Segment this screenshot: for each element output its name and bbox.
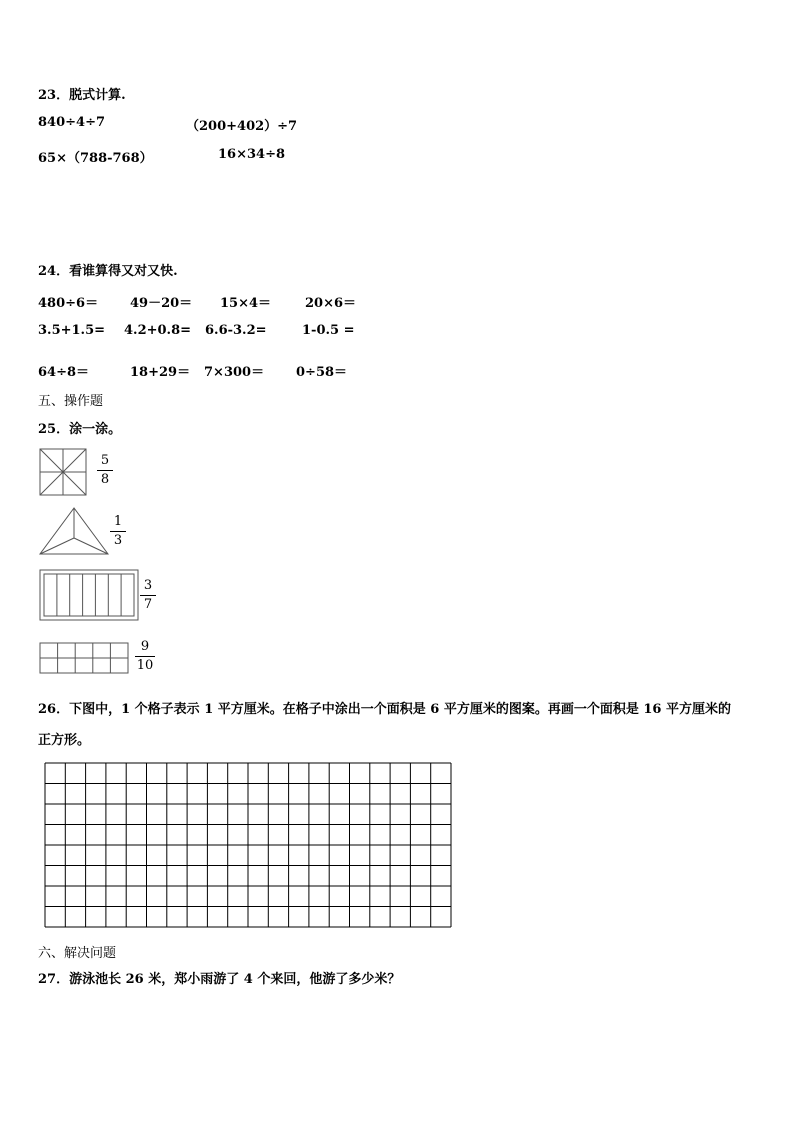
grid-tenths-shape	[38, 641, 132, 675]
section5-title: 五、操作题	[38, 394, 104, 409]
fraction-denominator: 8	[100, 472, 110, 487]
q24-heading: 24．看谁算得又对又快.	[38, 264, 178, 279]
square-eighths-shape	[38, 447, 88, 497]
section6-title: 六、解决问题	[38, 946, 117, 961]
triangle-thirds-shape	[38, 505, 110, 557]
rectangle-sevenths-shape	[38, 568, 142, 622]
q25-heading: 25．涂一涂。	[38, 422, 122, 437]
q24-row1-a: 480÷6＝	[38, 296, 99, 311]
q24-row2-b: 4.2+0.8=	[124, 323, 192, 338]
q24-row1-d: 20×6＝	[305, 296, 357, 311]
q24-row3-d: 0÷58＝	[296, 365, 348, 380]
q23-item-2: （200+402）÷7	[186, 119, 298, 134]
fraction-9-10	[135, 639, 155, 674]
q24-row1-b: 49－20＝	[130, 296, 193, 311]
q24-row3-c: 7×300＝	[204, 365, 265, 380]
q23-heading: 23．脱式计算.	[38, 88, 126, 103]
fraction-numerator: 5	[100, 453, 110, 468]
fraction-3-7	[140, 578, 156, 613]
q24-row3-a: 64÷8＝	[38, 365, 90, 380]
fraction-1-3	[110, 514, 126, 549]
q23-item-1: 840÷4÷7	[38, 115, 106, 130]
q23-item-4: 16×34÷8	[218, 147, 286, 162]
q26-text-line2: 正方形。	[38, 733, 91, 748]
q24-row2-a: 3.5+1.5=	[38, 323, 106, 338]
q26-text-line1: 26．下图中，1 个格子表示 1 平方厘米。在格子中涂出一个面积是 6 平方厘米的图案。再画一个面积是 16 平方厘米的	[38, 702, 731, 717]
fraction-numerator: 9	[140, 639, 150, 654]
q24-row3-b: 18+29＝	[130, 365, 191, 380]
q27-text: 27．游泳池长 26 米，郑小雨游了 4 个来回，他游了多少米？	[38, 972, 401, 987]
square-cm-grid[interactable]	[44, 762, 454, 930]
fraction-denominator: 10	[136, 658, 154, 673]
fraction-numerator: 1	[113, 514, 123, 529]
grid-lines	[45, 763, 451, 927]
q24-row1-c: 15×4＝	[220, 296, 272, 311]
fraction-numerator: 3	[143, 578, 153, 593]
q23-item-3: 65×（788-768）	[38, 151, 153, 166]
q24-row2-d: 1-0.5 =	[302, 323, 355, 338]
fraction-denominator: 7	[143, 597, 153, 612]
fraction-denominator: 3	[113, 533, 123, 548]
fraction-5-8	[97, 453, 113, 488]
q24-row2-c: 6.6-3.2=	[205, 323, 267, 338]
